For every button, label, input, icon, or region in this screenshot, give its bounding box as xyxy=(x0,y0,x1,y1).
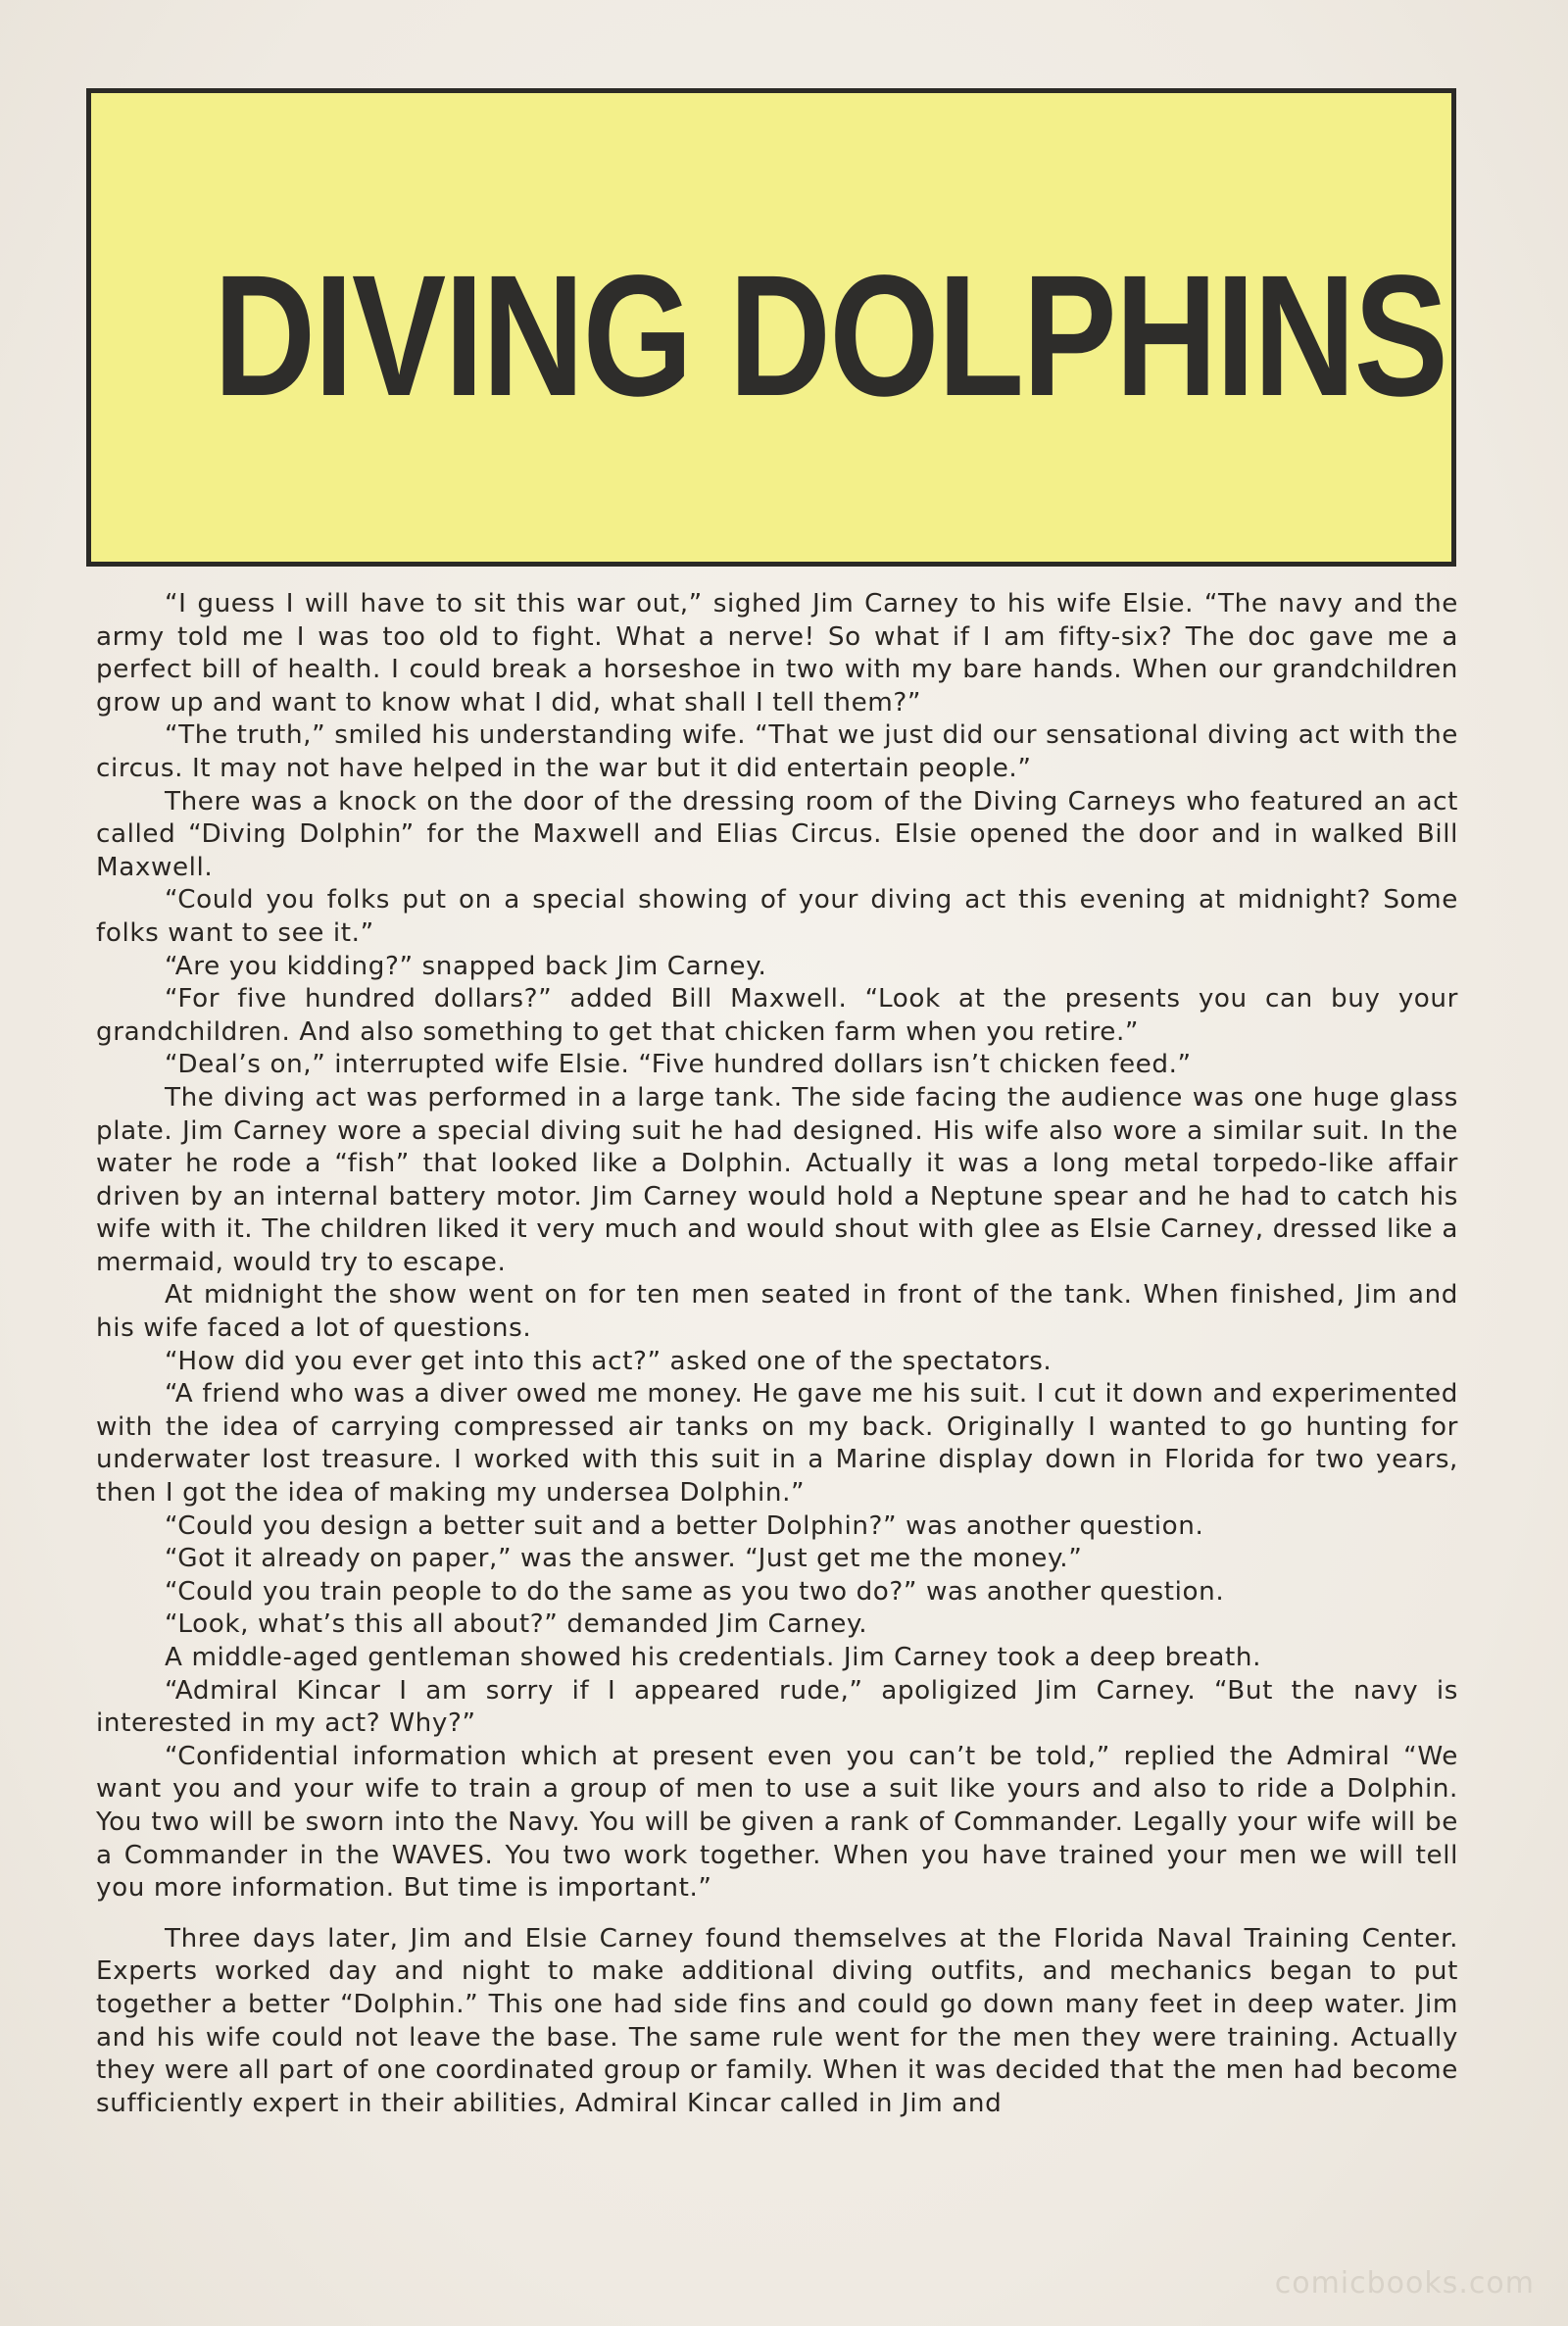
paragraph: A middle-aged gentleman showed his credentials. Jim Carney took a deep breath. xyxy=(165,1643,1262,1672)
paragraph: Three days later, Jim and Elsie Carney found themselves at the Florida Naval Training Center. Experts worked day and night to make additional diving outfits, and mechanics began to put together a better “Dolphin.” This one had side fins and could go down many feet in deep water. Jim and his wife could not leave the base. The same rule went for the men they were training. Actually they were all part of one coordinated group or family. When it was decided that the men had become sufficiently expert in their abilities, Admiral Kincar called in Jim and xyxy=(96,1923,1458,2118)
paragraph: “Got it already on paper,” was the answer. “Just get me the money.” xyxy=(165,1544,1083,1574)
paragraph: At midnight the show went on for ten men seated in front of the tank. When finished, Jim and his wife faced a lot of questions. xyxy=(96,1280,1458,1344)
paragraph: “Are you kidding?” snapped back Jim Carney. xyxy=(165,951,767,981)
paragraph: “The truth,” smiled his understanding wife. “That we just did our sensational diving act with the circus. It may not have helped in the war but it did entertain people.” xyxy=(96,720,1458,783)
story-text xyxy=(96,588,1458,2120)
title-banner xyxy=(86,88,1456,567)
paragraph: “Look, what’s this all about?” demanded Jim Carney. xyxy=(165,1609,868,1640)
paragraph: “Could you design a better suit and a better Dolphin?” was another question. xyxy=(165,1510,1204,1541)
paragraph: “Could you train people to do the same as you two do?” was another question. xyxy=(165,1576,1225,1607)
paragraph: “Deal’s on,” interrupted wife Elsie. “Five hundred dollars isn’t chicken feed.” xyxy=(165,1050,1192,1080)
paragraph: “A friend who was a diver owed me money. He gave me his suit. I cut it down and experimented with the idea of carrying compressed air tanks on my back. Originally I wanted to go hunting for underwater lost treasure. I worked with this suit in a Marine display down in Florida for two years, then I got the idea of making my undersea Dolphin.” xyxy=(96,1379,1458,1509)
story-title: DIVING DOLPHINS xyxy=(213,240,1447,432)
paragraph: “How did you ever get into this act?” asked one of the spectators. xyxy=(165,1346,1053,1376)
paragraph: “I guess I will have to sit this war out,” sighed Jim Carney to his wife Elsie. “The navy and the army told me I was too old to fight. What a nerve! So what if I am fifty-six? The doc gave me a perfect bill of health. I could break a horseshoe in two with my bare hands. When our grandchildren grow up and want to know what I did, what shall I tell them?” xyxy=(96,589,1458,718)
paragraph: There was a knock on the door of the dressing room of the Diving Carneys who featured an act called “Diving Dolphin” for the Maxwell and Elias Circus. Elsie opened the door and in walked Bill Maxwell. xyxy=(96,786,1458,882)
paragraph: “Could you folks put on a special showing of your diving act this evening at midnight? Some folks want to see it.” xyxy=(96,885,1458,948)
paragraph: “For five hundred dollars?” added Bill Maxwell. “Look at the presents you can buy your grandchildren. And also something to get that chicken farm when you retire.” xyxy=(96,984,1458,1047)
paragraph: “Confidential information which at present even you can’t be told,” replied the Admiral “We want you and your wife to train a group of men to use a suit like yours and also to ride a Dolphin. You two will be sworn into the Navy. You will be given a rank of Commander. Legally your wife will be a Commander in the WAVES. You two work together. When you have trained your men we will tell you more information. But time is important.” xyxy=(96,1741,1458,1904)
paragraph: The diving act was performed in a large tank. The side facing the audience was one huge glass plate. Jim Carney wore a special diving suit he had designed. His wife also wore a similar suit. In the water he rode a “fish” that looked like a Dolphin. Actually it was a long metal torpedo-like affair driven by an internal battery motor. Jim Carney would hold a Neptune spear and he had to catch his wife with it. The children liked it very much and would shout with glee as Elsie Carney, dressed like a mermaid, would try to escape. xyxy=(96,1082,1458,1277)
paragraph: “Admiral Kincar I am sorry if I appeared rude,” apoligized Jim Carney. “But the navy is interested in my act? Why?” xyxy=(96,1675,1458,1739)
watermark: comicbooks.com xyxy=(1274,2266,1535,2301)
